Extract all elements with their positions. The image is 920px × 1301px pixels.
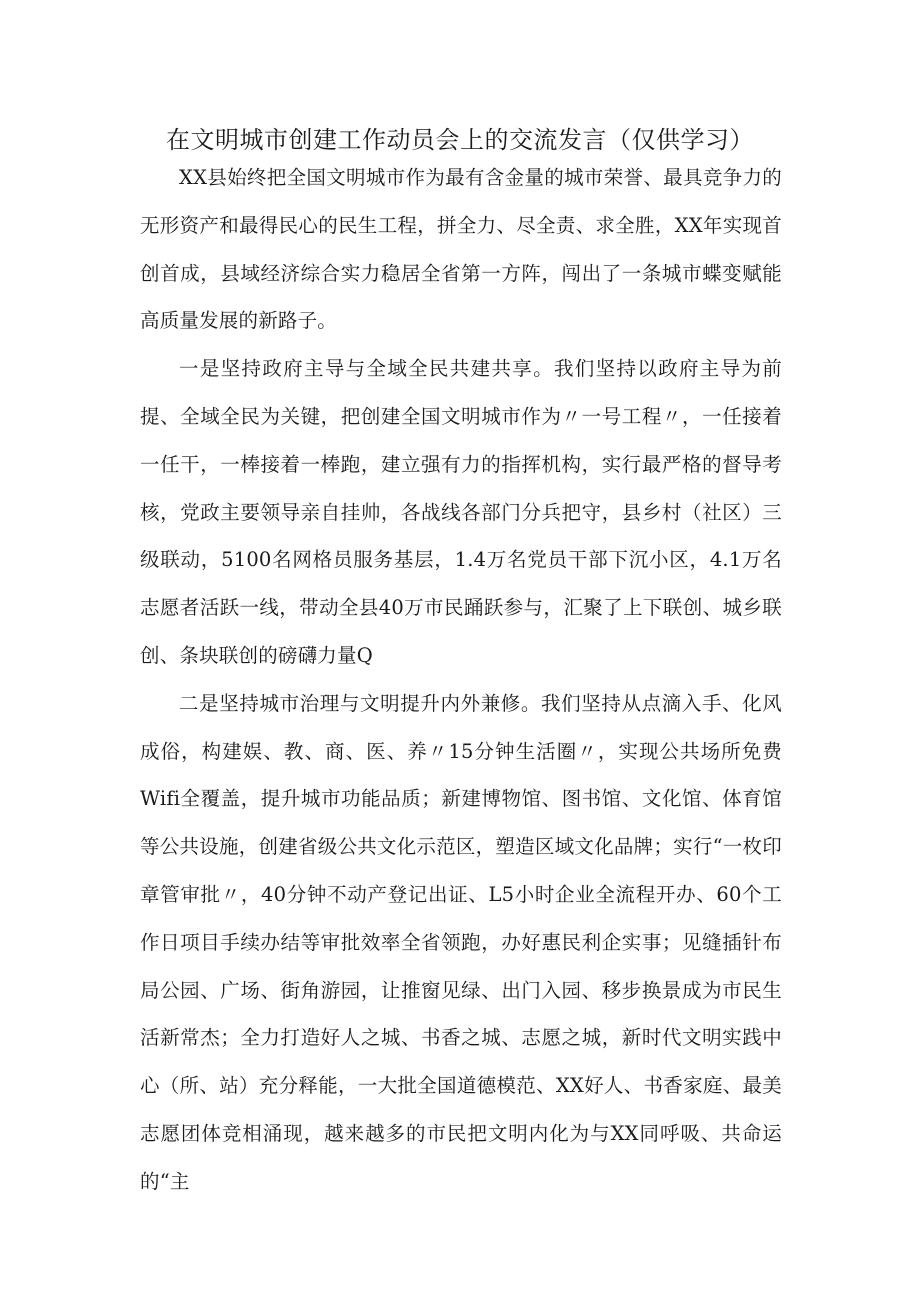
document-body: [140, 154, 782, 1206]
document-title: 在文明城市创建工作动员会上的交流发言（仅供学习）: [166, 126, 754, 154]
paragraph-point-two: 二是坚持城市治理与文明提升内外兼修。我们坚持从点滴入手、化风成俗，构建娱、教、商、医、养〃15分钟生活圈〃，实现公共场所免费Wifi全覆盖，提升城市功能品质；新建博物馆、图书馆、文化馆、体育馆等公共设施，创建省级公共文化示范区，塑造区域文化品牌；实行“一枚印章管审批〃，40分钟不动产登记出证、L5小时企业全流程开办、60个工作日项目手续办结等审批效率全省领跑，办好惠民利企实事；见缝插针布局公园、广场、街角游园，让推窗见绿、出门入园、移步换景成为市民生活新常杰；全力打造好人之城、书香之城、志愿之城，新时代文明实践中心（所、站）充分释能，一大批全国道德模范、XX好人、书香家庭、最美志愿团体竞相涌现，越来越多的市民把文明内化为与XX同呼吸、共命运的“主: [140, 691, 782, 1193]
paragraph-intro: XX县始终把全国文明城市作为最有含金量的城市荣誉、最具竞争力的无形资产和最得民心的民生工程，拼全力、尽全责、求全胜，XX年实现首创首成，县域经济综合实力稳居全省第一方阵，闯出了一条城市蝶变赋能高质量发展的新路子。: [140, 166, 782, 333]
paragraph-point-one: 一是坚持政府主导与全域全民共建共享。我们坚持以政府主导为前提、全域全民为关键，把创建全国文明城市作为〃一号工程〃，一任接着一任干，一棒接着一棒跑，建立强有力的指挥机构，实行最严格的督导考核，党政主要领导亲自挂帅，各战线各部门分兵把守，县乡村（社区）三级联动，5100名网格员服务基层，1.4万名党员干部下沉小区，4.1万名志愿者活跃一线，带动全县40万市民踊跃参与，汇聚了上下联创、城乡联创、条块联创的磅礴力量Q: [140, 357, 782, 667]
